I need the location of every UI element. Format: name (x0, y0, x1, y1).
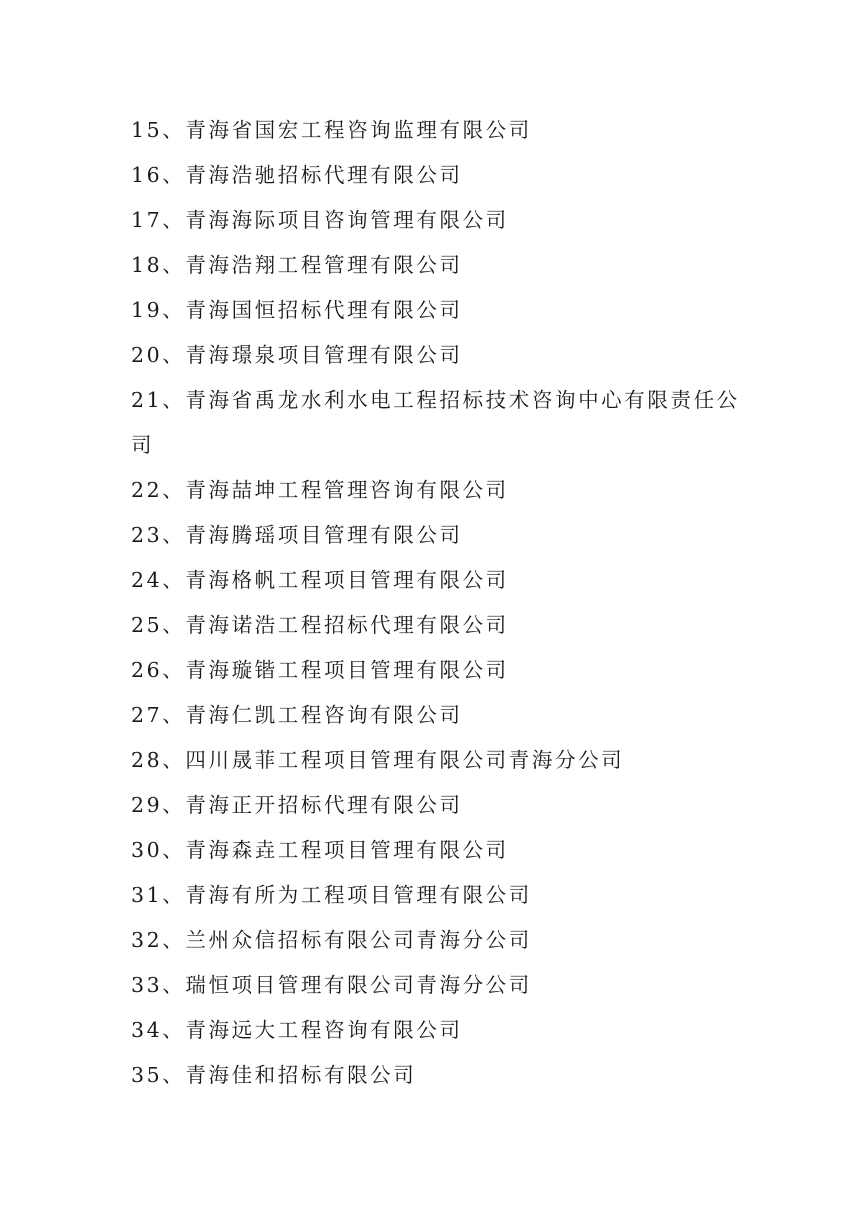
company-list (131, 108, 751, 1098)
list-item: 35、青海佳和招标有限公司 (131, 1063, 417, 1087)
list-item: 17、青海海际项目咨询管理有限公司 (131, 208, 509, 232)
list-item: 19、青海国恒招标代理有限公司 (131, 298, 463, 322)
list-item: 33、瑞恒项目管理有限公司青海分公司 (131, 973, 532, 997)
list-item: 30、青海森垚工程项目管理有限公司 (131, 838, 509, 862)
list-item: 25、青海诺浩工程招标代理有限公司 (131, 613, 509, 637)
list-item: 15、青海省国宏工程咨询监理有限公司 (131, 118, 532, 142)
list-item: 16、青海浩驰招标代理有限公司 (131, 163, 463, 187)
list-item: 21、青海省禹龙水利水电工程招标技术咨询中心有限责任公司 (131, 388, 740, 457)
list-item: 31、青海有所为工程项目管理有限公司 (131, 883, 532, 907)
list-item: 20、青海璟泉项目管理有限公司 (131, 343, 463, 367)
list-item: 18、青海浩翔工程管理有限公司 (131, 253, 463, 277)
list-item: 27、青海仁凯工程咨询有限公司 (131, 703, 463, 727)
list-item: 24、青海格帆工程项目管理有限公司 (131, 568, 509, 592)
list-item: 34、青海远大工程咨询有限公司 (131, 1018, 463, 1042)
list-item: 22、青海喆坤工程管理咨询有限公司 (131, 478, 509, 502)
list-item: 28、四川晟菲工程项目管理有限公司青海分公司 (131, 748, 625, 772)
list-item: 32、兰州众信招标有限公司青海分公司 (131, 928, 532, 952)
list-item: 29、青海正开招标代理有限公司 (131, 793, 463, 817)
list-item: 26、青海璇锴工程项目管理有限公司 (131, 658, 509, 682)
list-item: 23、青海腾瑶项目管理有限公司 (131, 523, 463, 547)
